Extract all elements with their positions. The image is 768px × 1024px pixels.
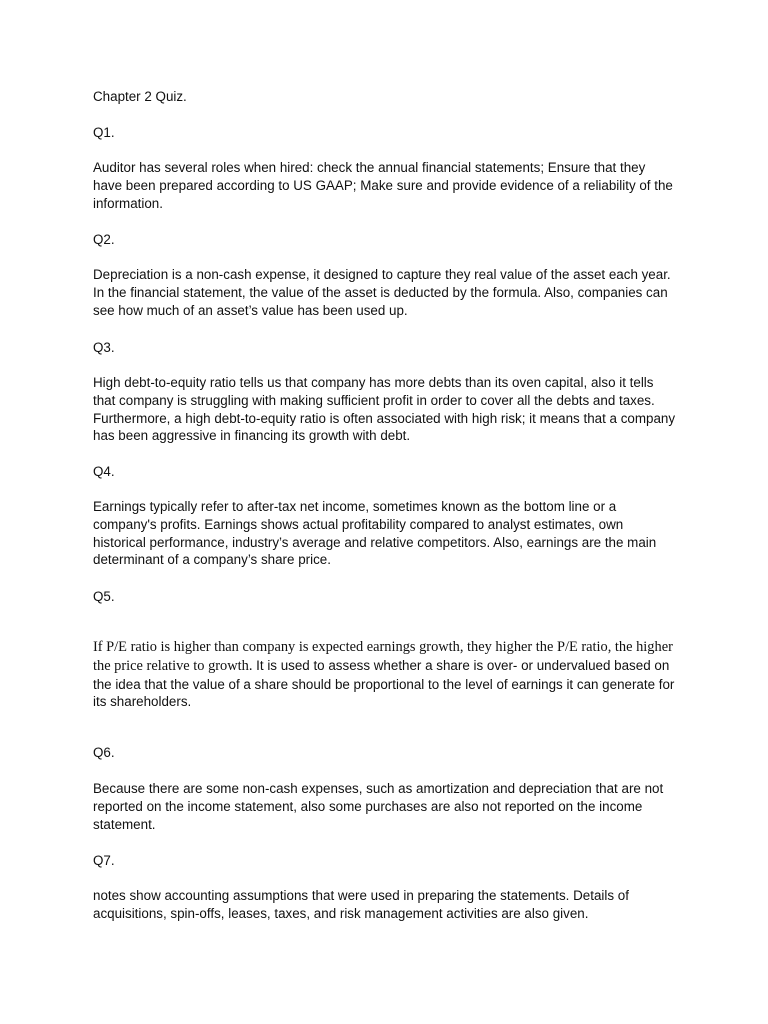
- q5-answer: [93, 638, 678, 711]
- q4-answer: Earnings typically refer to after-tax net income, sometimes known as the bottom line or a company's profits. Earnings shows actual profitability compared to analyst estimates, own historical performance, industry’s average and relative competitors. Also, earnings are the main determinant of a company’s share price.: [93, 499, 657, 568]
- q7-label: Q7.: [93, 853, 115, 868]
- page-title: Chapter 2 Quiz.: [93, 89, 187, 104]
- q2-answer: Depreciation is a non-cash expense, it designed to capture they real value of the asset each year. In the financial statement, the value of the asset is deducted by the formula. Also, companies can see how much of an asset’s value has been used up.: [93, 267, 671, 318]
- q1-answer: Auditor has several roles when hired: check the annual financial statements; Ensure that they have been prepared according to US GAAP; Make sure and provide evidence of a reliability of the information.: [93, 160, 673, 211]
- q7-answer: notes show accounting assumptions that were used in preparing the statements. Details of acquisitions, spin-offs, leases, taxes, and risk management activities are also given.: [93, 888, 629, 921]
- q6-label: Q6.: [93, 745, 115, 760]
- q6-answer: Because there are some non-cash expenses, such as amortization and depreciation that are not reported on the income statement, also some purchases are also not reported on the income statement.: [93, 781, 664, 832]
- q3-answer: High debt-to-equity ratio tells us that company has more debts than its oven capital, also it tells that company is struggling with making sufficient profit in order to cover all the debts and taxes. Furthermore, a high debt-to-equity ratio is often associated with high risk; it means that a company has been aggressive in financing its growth with debt.: [93, 375, 676, 444]
- q4-label: Q4.: [93, 464, 115, 479]
- q5-label: Q5.: [93, 589, 115, 604]
- q1-label: Q1.: [93, 125, 115, 140]
- q2-label: Q2.: [93, 232, 115, 247]
- q5-answer-rest: It is used to assess whether a share is over- or undervalued based on the idea that the value of a share should be proportional to the level of earnings it can generate for its shareholders.: [93, 657, 675, 710]
- q3-label: Q3.: [93, 340, 115, 355]
- q5-answer-serif-part: If P/E ratio is higher than company is expected earnings growth, they higher the P/E ratio, the higher the price relative to growth.: [93, 639, 673, 674]
